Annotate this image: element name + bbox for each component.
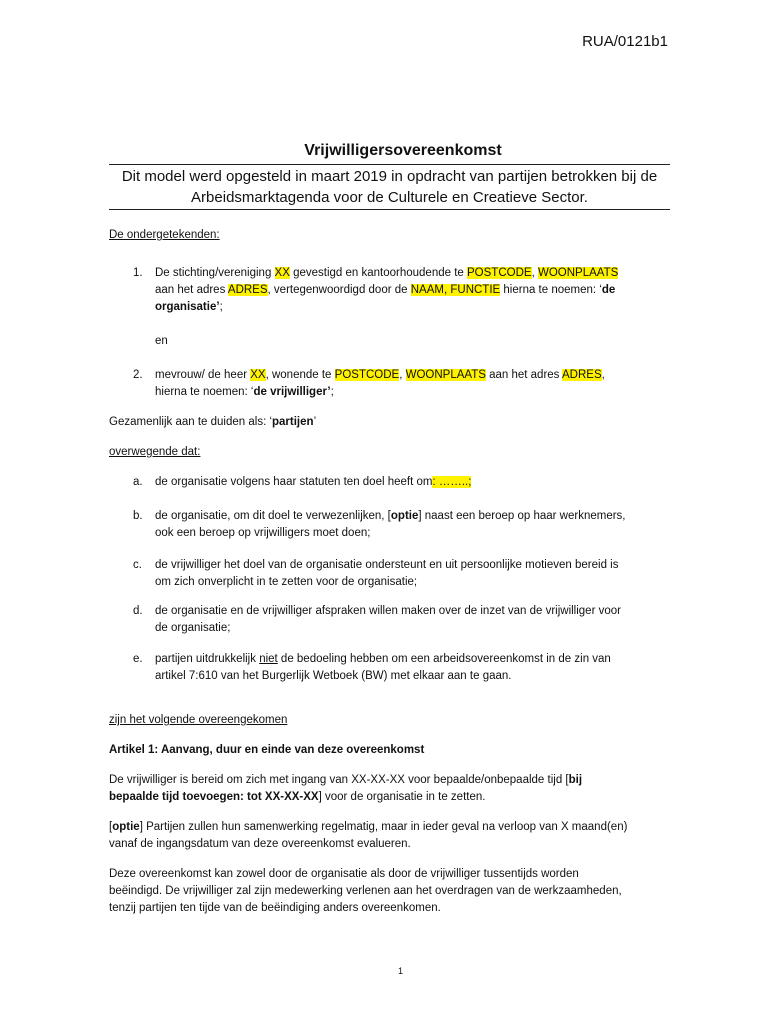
consideration-e-line-2: artikel 7:610 van het Burgerlijk Wetboek (BW) met elkaar aan te gaan. (155, 670, 512, 682)
text-span: [ (109, 821, 113, 833)
title-rule-top (109, 164, 670, 165)
placeholder-xx: XX (274, 267, 290, 279)
conjunction-en: en (155, 335, 168, 347)
placeholder-woonplaats: WOONPLAATS (537, 267, 619, 279)
placeholder-naam-functie: NAAM, FUNCTIE (410, 284, 501, 296)
bold-span: optie (112, 821, 140, 833)
document-reference: RUA/0121b1 (582, 33, 668, 50)
text-span: partijen uitdrukkelijk (155, 653, 260, 665)
text-span: ’ (313, 416, 317, 428)
placeholder-adres: ADRES (227, 284, 268, 296)
subtitle-line-2: Arbeidsmarktagenda voor de Culturele en Creatieve Sector. (191, 189, 588, 206)
party-2-text (155, 367, 700, 401)
text-span: ] Partijen zullen hun samenwerking regelmatig, maar in ieder geval na verloop van X maand(en) (139, 821, 628, 833)
party-1-line-2 (155, 282, 700, 299)
document-title: Vrijwilligersovereenkomst (304, 142, 502, 159)
page-number: 1 (398, 966, 404, 976)
placeholder-woonplaats: WOONPLAATS (405, 369, 486, 381)
text-span: , wonende te (265, 369, 335, 381)
consideration-c (155, 557, 700, 591)
art1-p2-line-2: vanaf de ingangsdatum van deze overeenkomst evalueren. (109, 838, 411, 850)
consideration-a (155, 474, 700, 491)
text-span: aan het adres (485, 369, 562, 381)
art1-p1-line-1 (109, 772, 699, 789)
article-1-paragraph-3 (109, 866, 699, 917)
text-span: De vrijwilliger is bereid om zich met ingang van XX-XX-XX voor bepaalde/onbepaalde tijd [ (109, 774, 569, 786)
text-span: hierna te noemen: ‘ (155, 386, 254, 398)
article-1-paragraph-2 (109, 819, 699, 853)
bold-span: bepaalde tijd toevoegen: tot XX-XX-XX (109, 791, 319, 803)
text-span: de organisatie, om dit doel te verwezenlijken, [ (155, 510, 391, 522)
party-1-line-1 (155, 265, 700, 282)
consideration-e-letter: e. (133, 653, 143, 665)
placeholder-postcode: POSTCODE (334, 369, 400, 381)
bold-span: de vrijwilliger’ (253, 386, 331, 398)
undersigned-heading: De ondergetekenden: (109, 229, 220, 241)
text-span: aan het adres (155, 284, 228, 296)
consideration-e-line-1 (155, 651, 700, 668)
party-2-number: 2. (133, 369, 143, 381)
text-span: , (399, 369, 406, 381)
text-span: de bedoeling hebben om een arbeidsovereenkomst in de zin van (277, 653, 611, 665)
text-span: Gezamenlijk aan te duiden als: ‘ (109, 416, 273, 428)
placeholder-adres: ADRES (562, 369, 602, 381)
party-1-number: 1. (133, 267, 143, 279)
consideration-c-line-1: de vrijwilliger het doel van de organisatie ondersteunt en uit persoonlijke motieven bereid is (155, 559, 619, 571)
text-span: hierna te noemen: ‘ (500, 284, 602, 296)
subtitle-line-1: Dit model werd opgesteld in maart 2019 in opdracht van partijen betrokken bij de (121, 168, 658, 185)
party-2-line-1 (155, 367, 700, 384)
subtitle-rule-bottom (109, 209, 670, 210)
text-span: ; (330, 386, 334, 398)
consideration-c-letter: c. (133, 559, 142, 571)
text-span: , (531, 267, 535, 279)
consideration-e (155, 651, 700, 685)
bold-span: de (601, 284, 616, 296)
text-span: De stichting/vereniging (155, 267, 275, 279)
consideration-b (155, 508, 700, 542)
text-span: mevrouw/ de heer (155, 369, 251, 381)
text-span: gevestigd en kantoorhoudende te (289, 267, 468, 279)
text-span: ; (219, 301, 223, 313)
text-span: , (601, 369, 605, 381)
text-span: ] voor de organisatie in te zetten. (318, 791, 486, 803)
consideration-d-line-1: de organisatie en de vrijwilliger afspraken willen maken over de inzet van de vrijwilliger voor (155, 605, 621, 617)
bold-span: bij (568, 774, 583, 786)
underlined-span: niet (259, 653, 278, 665)
art1-p2-line-1 (109, 819, 699, 836)
art1-p1-line-2 (109, 789, 699, 806)
art1-p3-line-1: Deze overeenkomst kan zowel door de organisatie als door de vrijwilliger tussentijds worden (109, 868, 579, 880)
jointly-text (109, 414, 699, 431)
consideration-b-line-1 (155, 508, 700, 525)
article-1-paragraph-1 (109, 772, 699, 806)
consideration-c-line-2: om zich onverplicht in te zetten voor de organisatie; (155, 576, 418, 588)
bold-span: partijen (272, 416, 314, 428)
placeholder-goal: : ……..; (432, 476, 472, 488)
document-subtitle (109, 166, 670, 208)
bold-span: organisatie’ (155, 301, 220, 313)
party-2-line-2 (155, 384, 700, 401)
consideration-b-letter: b. (133, 510, 143, 522)
consideration-a-letter: a. (133, 476, 143, 488)
agreed-heading: zijn het volgende overeengekomen (109, 714, 288, 726)
consideration-d-line-2: de organisatie; (155, 622, 231, 634)
bold-span: optie (390, 510, 419, 522)
placeholder-postcode: POSTCODE (467, 267, 532, 279)
consideration-b-line-2: ook een beroep op vrijwilligers moet doen; (155, 527, 371, 539)
placeholder-xx: XX (250, 369, 266, 381)
art1-p3-line-3: tenzij partijen ten tijde van de beëindiging anders overeenkomen. (109, 902, 441, 914)
article-1-heading: Artikel 1: Aanvang, duur en einde van deze overeenkomst (109, 744, 425, 756)
art1-p3-line-2: beëindigd. De vrijwilliger zal zijn medewerking verlenen aan het overdragen van de werkzaamheden, (109, 885, 622, 897)
consideration-d-letter: d. (133, 605, 143, 617)
text-span: , vertegenwoordigd door de (267, 284, 411, 296)
party-1-text (155, 265, 700, 316)
text-span: de organisatie volgens haar statuten ten doel heeft om (155, 476, 433, 488)
party-1-line-3 (155, 299, 700, 316)
considering-heading: overwegende dat: (109, 446, 201, 458)
text-span: ] naast een beroep op haar werknemers, (418, 510, 626, 522)
consideration-d (155, 603, 700, 637)
